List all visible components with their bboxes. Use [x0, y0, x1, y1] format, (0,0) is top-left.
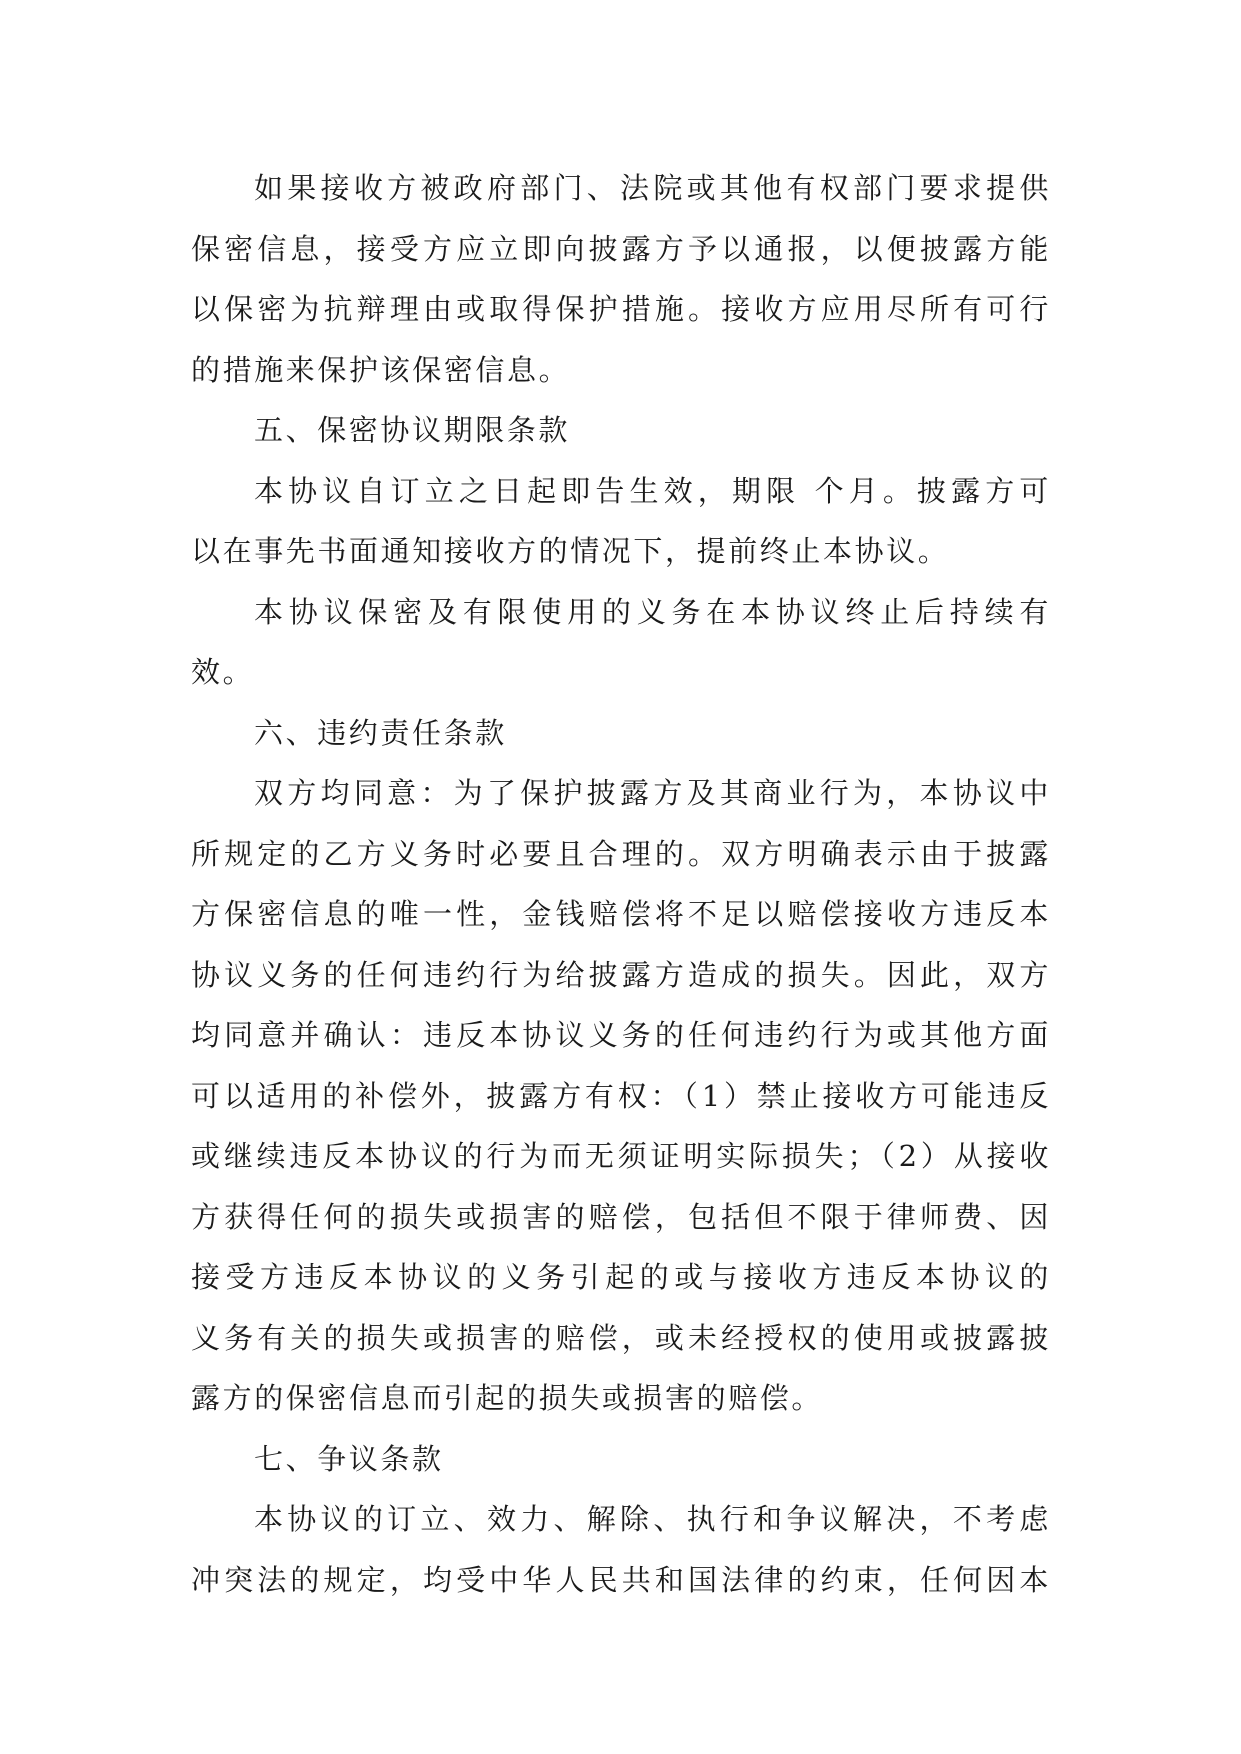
- text-line: 本协议自订立之日起即告生效，期限 个月。披露方可: [254, 473, 1051, 508]
- text-line: 均同意并确认：违反本协议义务的任何违约行为或其他方面: [191, 1018, 1051, 1052]
- text-line: 或继续违反本协议的行为而无须证明实际损失；（2）从接收: [191, 1139, 1051, 1173]
- text-line: 保密信息，接受方应立即向披露方予以通报，以便披露方能: [191, 231, 1051, 266]
- text-line: 本协议的订立、效力、解除、执行和争议解决，不考虑: [254, 1502, 1051, 1536]
- section-heading: 五、保密协议期限条款: [254, 413, 571, 447]
- text-line: 所规定的乙方义务时必要且合理的。双方明确表示由于披露: [191, 836, 1051, 871]
- text-line: 双方均同意：为了保护披露方及其商业行为，本协议中: [254, 776, 1051, 810]
- text-line: 以在事先书面通知接收方的情况下，提前终止本协议。: [191, 534, 950, 568]
- text-line: 可以适用的补偿外，披露方有权：（1）禁止接收方可能违反: [191, 1078, 1051, 1113]
- text-line: 效。: [191, 655, 255, 689]
- section-heading: 七、争议条款: [254, 1441, 444, 1476]
- text-line: 方保密信息的唯一性，金钱赔偿将不足以赔偿接收方违反本: [191, 897, 1051, 931]
- text-line: 的措施来保护该保密信息。: [191, 352, 571, 387]
- text-line: 接受方违反本协议的义务引起的或与接收方违反本协议的: [191, 1260, 1051, 1294]
- text-line: 本协议保密及有限使用的义务在本协议终止后持续有: [254, 594, 1051, 629]
- text-line: 以保密为抗辩理由或取得保护措施。接收方应用尽所有可行: [191, 292, 1051, 326]
- document-body: [191, 158, 1051, 1610]
- text-line: 义务有关的损失或损害的赔偿，或未经授权的使用或披露披: [191, 1320, 1051, 1355]
- section-heading: 六、违约责任条款: [254, 715, 507, 750]
- text-line: 方获得任何的损失或损害的赔偿，包括但不限于律师费、因: [191, 1199, 1051, 1234]
- text-line: 露方的保密信息而引起的损失或损害的赔偿。: [191, 1381, 824, 1415]
- text-line: 冲突法的规定，均受中华人民共和国法律的约束，任何因本: [191, 1562, 1051, 1597]
- text-line: 如果接收方被政府部门、法院或其他有权部门要求提供: [254, 171, 1051, 205]
- text-line: 协议义务的任何违约行为给披露方造成的损失。因此，双方: [191, 957, 1051, 992]
